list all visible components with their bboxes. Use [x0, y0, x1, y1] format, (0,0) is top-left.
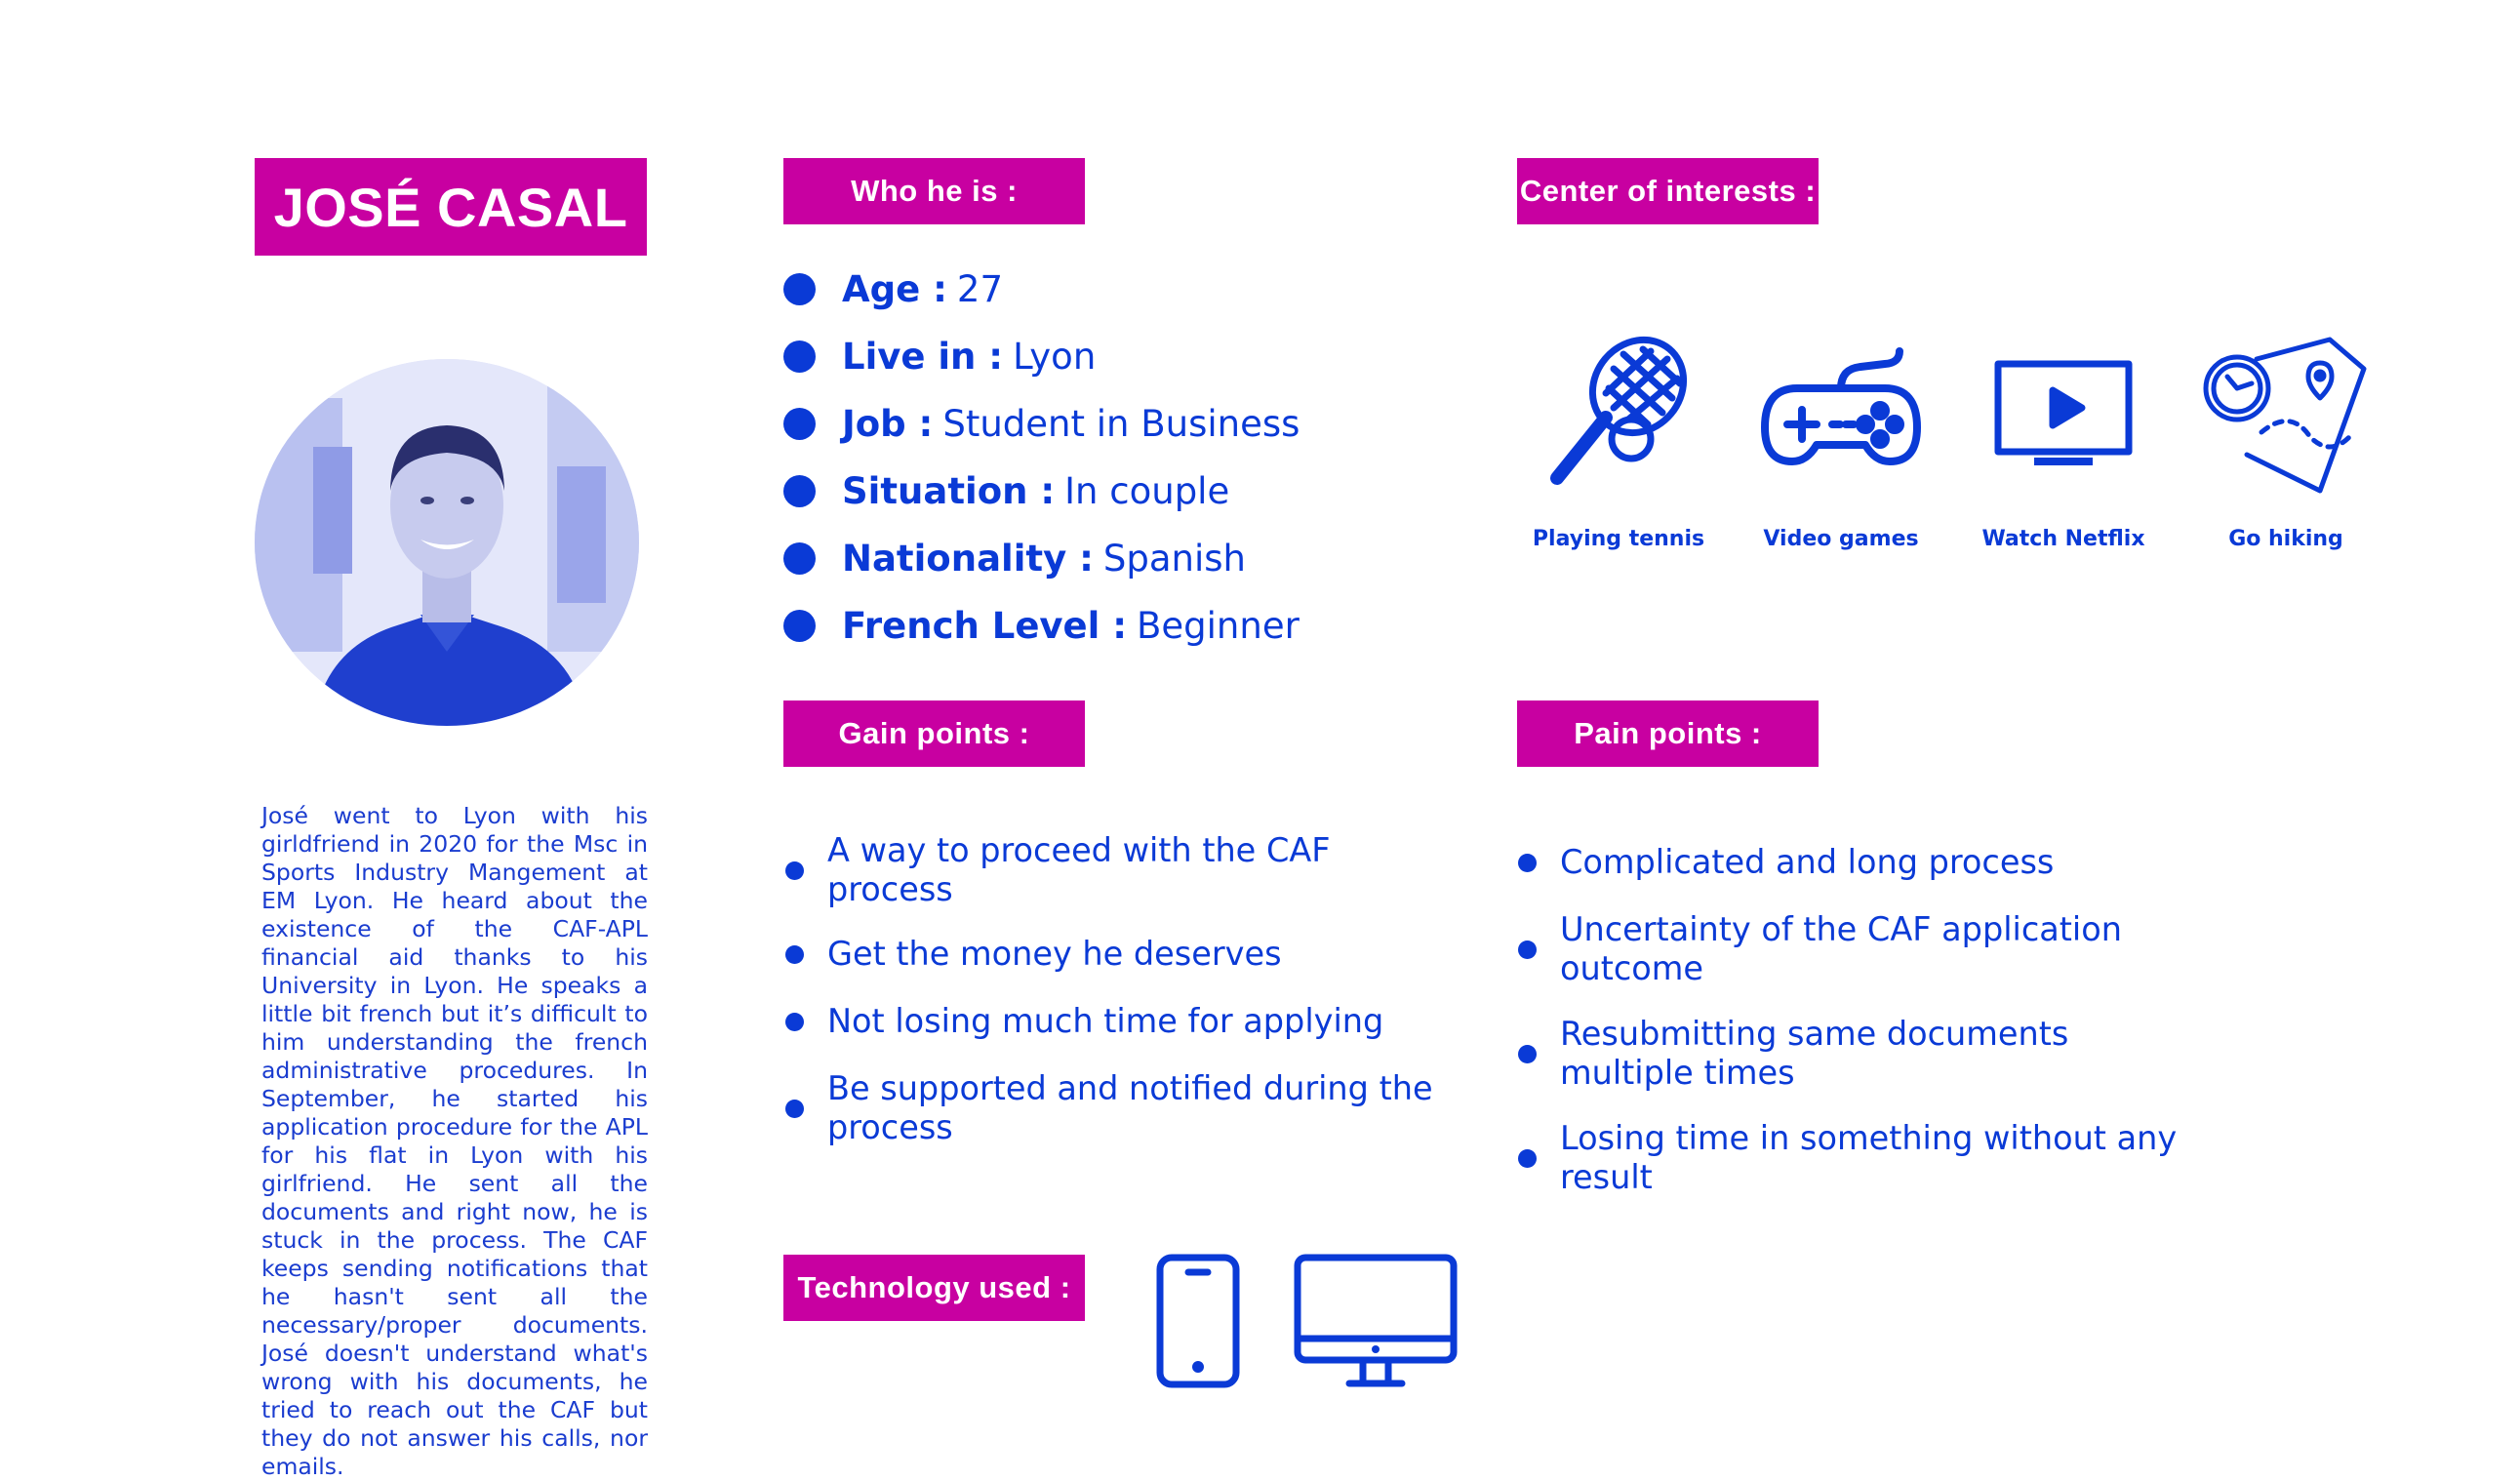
bullet-icon [783, 542, 816, 575]
bullet-icon [783, 340, 816, 373]
who-label: Job : [842, 403, 934, 445]
interest-label: Video games [1763, 527, 1919, 551]
pain-section-title: Pain points : [1517, 700, 1819, 767]
interest-label: Go hiking [2228, 527, 2343, 551]
who-item-nationality [783, 525, 1300, 592]
bullet-icon [783, 610, 816, 642]
gain-item: Be supported and notified during the process [785, 1069, 1449, 1147]
interest-item-tennis [1521, 330, 1716, 551]
interest-item-video-games [1743, 330, 1939, 551]
interests-section-title: Center of interests : [1517, 158, 1819, 224]
who-value: Beginner [1137, 605, 1300, 647]
smartphone-icon [1155, 1253, 1241, 1389]
interest-label: Playing tennis [1532, 527, 1705, 551]
persona-bio: José went to Lyon with his girldfriend in 2020 for the Msc in Sports Industry Mangement at EM Lyon. He heard about the existence of the CAF-APL financial aid thanks to his University in Lyon. He speaks a little bit french but it’s difficult to him understanding the french administrative procedures. In September, he started his application procedure for the APL for his flat in Lyon with his girlfriend. He sent all the documents and right now, he is stuck in the process. The CAF keeps sending notifications that he hasn't sent all the necessary/proper documents. José doesn't understand what's wrong with his documents, he tried to reach out the CAF but they do not answer his calls, nor emails. [261, 802, 648, 1480]
who-section-title: Who he is : [783, 158, 1085, 224]
bullet-icon [785, 861, 804, 880]
gain-item: Get the money he deserves [785, 935, 1449, 974]
technology-section-title: Technology used : [783, 1255, 1085, 1321]
bullet-icon [785, 1100, 804, 1118]
gain-section-title: Gain points : [783, 700, 1085, 767]
interest-item-hiking [2188, 330, 2383, 551]
who-item-age [783, 256, 1300, 323]
avatar-photo [255, 359, 639, 726]
tennis-racket-icon [1536, 330, 1701, 496]
who-value: Lyon [1013, 336, 1097, 378]
gamepad-icon [1758, 330, 1924, 496]
pain-list [1518, 843, 2211, 1197]
bullet-icon [1518, 1149, 1537, 1168]
persona-name: JOSÉ CASAL [255, 158, 647, 256]
who-label: Situation : [842, 470, 1056, 512]
who-list [783, 256, 1300, 660]
bullet-icon [783, 408, 816, 440]
pain-item: Losing time in something without any result [1518, 1119, 2211, 1197]
map-compass-icon [2203, 330, 2369, 496]
bullet-icon [785, 1013, 804, 1031]
who-label: Age : [842, 268, 947, 310]
who-label: Nationality : [842, 538, 1094, 580]
bullet-icon [1518, 854, 1537, 872]
who-value: In couple [1064, 470, 1230, 512]
who-item-live-in [783, 323, 1300, 390]
gain-item: Not losing much time for applying [785, 1002, 1449, 1041]
pain-item: Resubmitting same documents multiple times [1518, 1015, 2211, 1093]
desktop-monitor-icon [1293, 1253, 1459, 1391]
who-value: Student in Business [942, 403, 1300, 445]
bullet-icon [785, 945, 804, 964]
who-label: French Level : [842, 605, 1127, 647]
pain-item: Uncertainty of the CAF application outcome [1518, 910, 2211, 988]
pain-item: Complicated and long process [1518, 843, 2211, 882]
avatar [255, 359, 639, 726]
gain-item: A way to proceed with the CAF process [785, 831, 1449, 909]
gain-list [785, 831, 1449, 1147]
interest-item-netflix [1966, 330, 2161, 551]
who-value: 27 [956, 268, 1003, 310]
interest-label: Watch Netflix [1981, 527, 2145, 551]
who-item-french-level [783, 592, 1300, 660]
who-item-situation [783, 458, 1300, 525]
who-label: Live in : [842, 336, 1004, 378]
bullet-icon [1518, 1045, 1537, 1063]
tv-play-icon [1980, 330, 2146, 496]
bullet-icon [783, 475, 816, 507]
who-value: Spanish [1102, 538, 1246, 580]
bullet-icon [783, 273, 816, 305]
bullet-icon [1518, 941, 1537, 959]
who-item-job [783, 390, 1300, 458]
